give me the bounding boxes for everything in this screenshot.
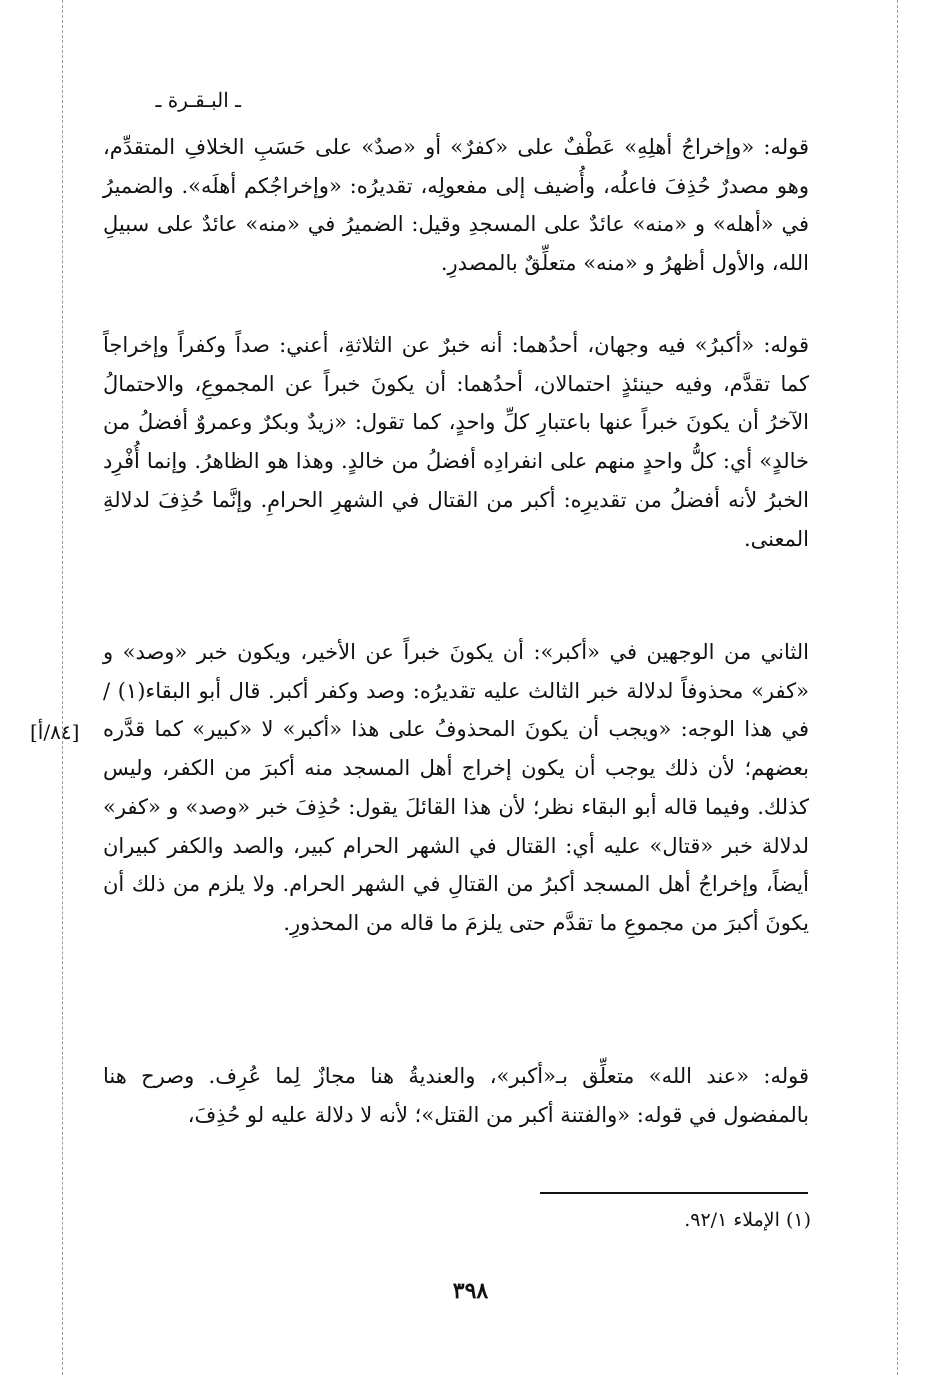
- paragraph-4: قوله: «عند الله» متعلِّق بـ«أكبر»، والعنديةُ هنا مجازٌ لِما عُرِف. وصرح هنا بالمفضول في قوله: «والفتنة أكبر من القتل»؛ لأنه لا دلالة عليه لو حُذِفَ،: [103, 1064, 809, 1127]
- paragraph-2: قوله: «أكبرُ» فيه وجهان، أحدُهما: أنه خبرٌ عن الثلاثةِ، أعني: صداً وكفراً وإخراجاً كما تقدَّم، وفيه حينئذٍ احتمالان، أحدُهما: أن يكونَ خبراً عن المجموعِ، والاحتمالُ الآخرُ أن يكونَ خبراً عنها باعتبارِ كلِّ واحدٍ، كما تقول: «زيدٌ وبكرٌ وعمروٌ أفضلُ من خالدٍ» أي: كلُّ واحدٍ منهم على انفرادِه أفضلُ من خالدٍ. وهذا هو الظاهرُ. وإنما أُفْرِد الخبرُ لأنه أفضلُ من تقديرِه: أكبر من القتال في الشهرِ الحرامِ. وإنَّما حُذِفَ لدلالةِ المعنى.: [103, 333, 809, 551]
- surah-header: ـ البـقـرة ـ: [155, 88, 241, 112]
- paragraph-1: قوله: «وإخراجُ أهلِهِ» عَطْفٌ على «كفرٌ» أو «صدٌ» على حَسَبِ الخلافِ المتقدِّم، وهو مصدرٌ حُذِفَ فاعلُه، وأُضيف إلى مفعولِه، تقديرُه: «وإخراجُكم أهلَه». والضميرُ في «أهله» و «منه» عائدٌ على المسجدِ وقيل: الضميرُ في «منه» عائدٌ على سبيلِ الله، والأول أظهرُ و «منه» متعلِّقٌ بالمصدرِ.: [103, 135, 809, 276]
- scan-edge-right: [897, 0, 898, 1375]
- page-number: ٣٩٨: [452, 1278, 489, 1304]
- scan-edge-left: [62, 0, 63, 1375]
- paragraph-3: الثاني من الوجهين في «أكبر»: أن يكونَ خبراً عن الأخير، ويكون خبر «وصد» و «كفر» محذوفاً لدلالة خبر الثالث عليه تقديرُه: وصد وكفر أكبر. قال أبو البقاء(١) / في هذا الوجه: «ويجب أن يكونَ المحذوفُ على هذا «أكبر» لا «كبير» كما قدَّره بعضهم؛ لأن ذلك يوجب أن يكون إخراج أهل المسجد منه أكبرَ من الكفر، وليس كذلك. وفيما قاله أبو البقاء نظر؛ لأن هذا القائلَ يقول: حُذِفَ خبر «وصد» و «كفر» لدلالة خبر «قتال» عليه أي: القتال في الشهر الحرام كبير، والصد والكفر كبيران أيضاً، وإخراجُ أهل المسجد أكبرُ من القتالِ في الشهر الحرام. ولا يلزم من ذلك أن يكونَ أكبرَ من مجموعِ ما تقدَّم حتى يلزمَ ما قاله من المحذورِ.: [103, 640, 809, 935]
- footnote-divider: [540, 1192, 808, 1194]
- manuscript-folio-marker: [٨٤/أ]: [30, 720, 80, 744]
- footnote-1: (١) الإملاء ٩٢/١.: [684, 1209, 811, 1231]
